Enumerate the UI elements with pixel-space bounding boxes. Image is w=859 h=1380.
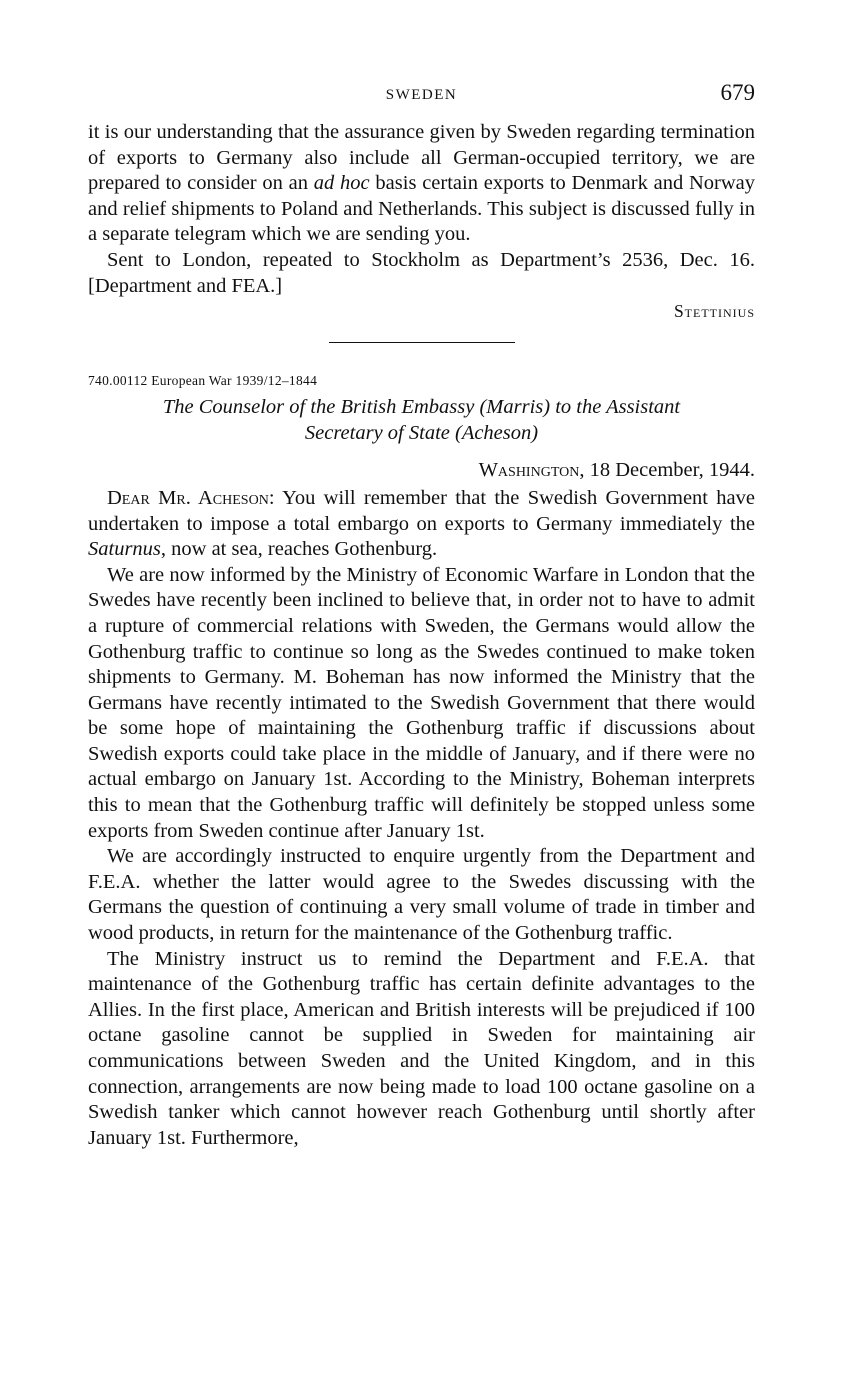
paragraph-1-text-start: You will remember that the Swedish Government have undertaken to impose a total embargo on exports to Germany immediately the [88, 486, 756, 535]
running-title: SWEDEN [385, 87, 458, 103]
letter-paragraph-4: The Ministry instruct us to remind the Department and F.E.A. that maintenance of the Gothenburg traffic has certain definite advantages to the Allies. In the first place, American and British interests will be prejudiced if 100 octane gasoline cannot be supplied in Sweden for maintaining air communications between Sweden and the United Kingdom, and in this connection, arrangements are now being made to load 100 octane gasoline on a Swedish tanker which cannot however reach Gothenburg until shortly after January 1st. Furthermore, [88, 947, 755, 1149]
continued-paragraph [88, 120, 755, 248]
transmission-note: Sent to London, repeated to Stockholm as Department’s 2536, Dec. 16. [Department and FEA.] [88, 248, 755, 297]
ship-name: Saturnus [88, 538, 161, 561]
salutation: Dear Mr. Acheson [107, 486, 269, 509]
heading-line-2: Secretary of State (Acheson) [304, 421, 539, 444]
letter-paragraph-2: We are now informed by the Ministry of Economic Warfare in London that the Swedes have recently been inclined to believe that, in order not to have to admit a rupture of commercial relations with Sweden, the Germans would allow the Gothenburg traffic to continue so long as the Swedes continued to make token shipments to Germany. M. Boheman has now informed the Ministry that the Germans have recently intimated to the Swedish Government that there would be some hope of maintaining the Gothenburg traffic if discussions about Swedish exports could take place in the middle of January, and if there were no actual embargo on January 1st. According to the Ministry, Boheman interprets this to mean that the Gothenburg traffic will definitely be stopped unless some exports from Sweden continue after January 1st. [88, 563, 755, 842]
page-number: 679 [720, 80, 755, 105]
running-head [88, 80, 755, 110]
dateline-place: Washington [478, 459, 580, 482]
letter-paragraph-3: We are accordingly instructed to enquire urgently from the Department and F.E.A. whether the latter would agree to the Swedes discussing with the Germans the question of continuing a very small volume of trade in timber and wood products, in return for the maintenance of the Gothenburg traffic. [88, 845, 755, 945]
dateline [88, 458, 755, 484]
continued-text-end: basis certain exports to Denmark and Norway and relief shipments to Poland and Netherlands. This subject is discussed fully in a separate telegram which we are sending you. [88, 172, 755, 246]
dateline-date: , 18 December, 1944. [579, 459, 755, 482]
italic-phrase: ad hoc [313, 172, 370, 195]
file-number: 740.00112 European War 1939/12–1844 [88, 373, 318, 389]
salutation-punctuation: : [268, 486, 283, 509]
book-page [88, 80, 755, 1151]
continued-text-start: it is our understanding that the assurance given by Sweden regarding termination of exports to Germany also include all German-occupied territory, we are prepared to consider on an [88, 121, 755, 195]
paragraph-1-text-end: , now at sea, reaches Gothenburg. [160, 538, 438, 561]
signature: Stettinius [673, 301, 755, 322]
document-heading [88, 395, 755, 446]
heading-line-1: The Counselor of the British Embassy (Marris) to the Assistant [162, 396, 681, 419]
section-divider [329, 342, 515, 343]
letter-paragraph-1 [88, 486, 755, 563]
